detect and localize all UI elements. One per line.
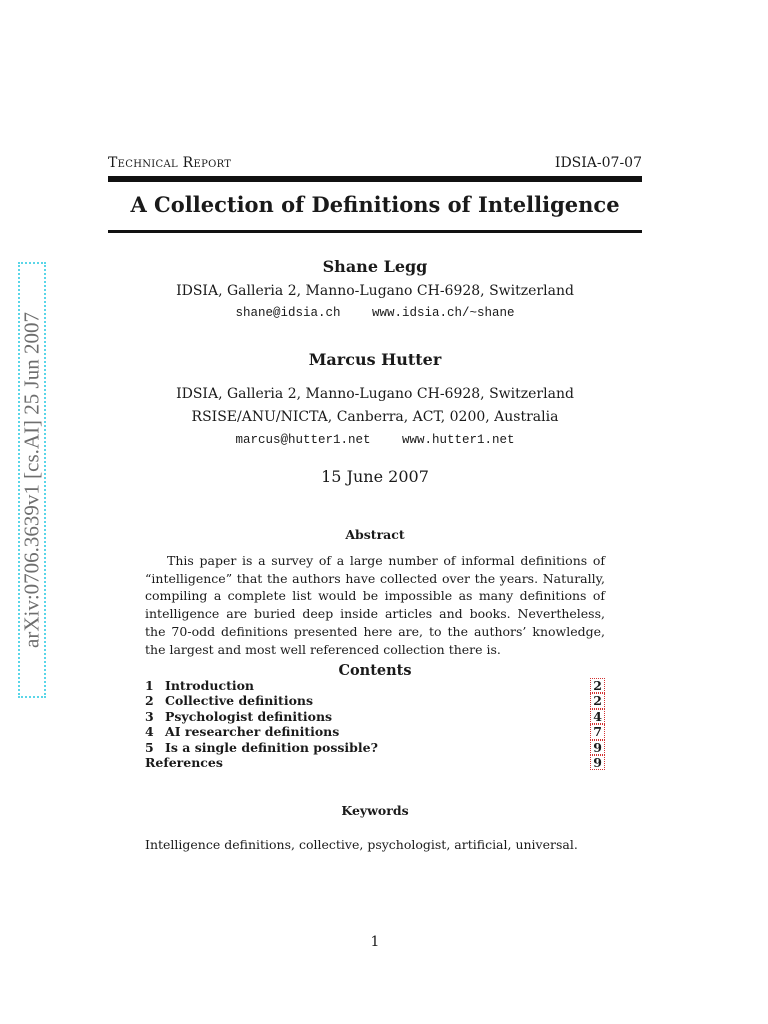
table-of-contents [145, 678, 605, 770]
toc-title: AI researcher definitions [165, 724, 340, 740]
report-type: Technical Report [108, 155, 232, 171]
author-email[interactable]: marcus@hutter1.net [235, 433, 371, 447]
author-contact [108, 433, 642, 447]
author-name: Shane Legg [322, 257, 428, 276]
author-email[interactable]: shane@idsia.ch [235, 306, 341, 320]
toc-title: References [145, 754, 223, 770]
abstract-text: This paper is a survey of a large number of informal definitions of “intelligence” that the authors have collected over the years. Naturally, compiling a complete list would be impossible as many definitions of intelligence are buried deep inside articles and books. Nevertheless, the 70-odd definitions presented here are, to the authors’ knowledge, the largest and most well referenced collection there is. [145, 553, 605, 657]
author-name: Marcus Hutter [308, 350, 442, 369]
author-contact [108, 306, 642, 320]
author-affiliation: RSISE/ANU/NICTA, Canberra, ACT, 0200, Australia [191, 409, 559, 425]
author-website[interactable]: www.hutter1.net [402, 433, 515, 447]
toc-title: Introduction [165, 678, 255, 693]
author-affiliation: IDSIA, Galleria 2, Manno-Lugano CH-6928, Switzerland [176, 283, 574, 299]
title-rule-bottom [108, 230, 642, 233]
toc-title: Psychologist definitions [165, 708, 333, 724]
toc-title: Is a single definition possible? [165, 739, 378, 755]
toc-page-link[interactable]: 9 [590, 755, 605, 770]
toc-entry[interactable] [145, 755, 605, 770]
toc-entry[interactable] [145, 693, 605, 708]
toc-number: 1 [145, 678, 154, 693]
title-rule-top [108, 176, 642, 182]
toc-number: 3 [145, 708, 154, 724]
publication-date: 15 June 2007 [321, 467, 429, 486]
page-number: 1 [370, 934, 380, 950]
toc-entry[interactable] [145, 740, 605, 755]
paper-title: A Collection of Definitions of Intelligence [130, 192, 620, 217]
abstract-heading: Abstract [345, 527, 405, 542]
toc-page-link[interactable]: 2 [590, 693, 605, 708]
arxiv-identifier: arXiv:0706.3639v1 [cs.AI] 25 Jun 2007 [19, 312, 44, 648]
toc-entry[interactable] [145, 678, 605, 693]
contents-heading: Contents [338, 662, 412, 679]
toc-number: 2 [145, 693, 154, 709]
toc-title: Collective definitions [165, 693, 314, 709]
toc-entry[interactable] [145, 709, 605, 724]
report-number: IDSIA-07-07 [554, 155, 642, 171]
keywords-text: Intelligence definitions, collective, psychologist, artificial, universal. [145, 837, 578, 852]
toc-entry[interactable] [145, 724, 605, 739]
toc-page-link[interactable]: 7 [590, 724, 605, 739]
toc-page-link[interactable]: 2 [590, 678, 605, 693]
keywords-heading: Keywords [341, 803, 409, 818]
author-website[interactable]: www.idsia.ch/~shane [372, 306, 515, 320]
toc-page-link[interactable]: 4 [590, 709, 605, 724]
toc-number: 4 [145, 724, 154, 740]
toc-number: 5 [145, 739, 154, 755]
author-affiliation: IDSIA, Galleria 2, Manno-Lugano CH-6928, Switzerland [176, 386, 574, 402]
toc-page-link[interactable]: 9 [590, 740, 605, 755]
